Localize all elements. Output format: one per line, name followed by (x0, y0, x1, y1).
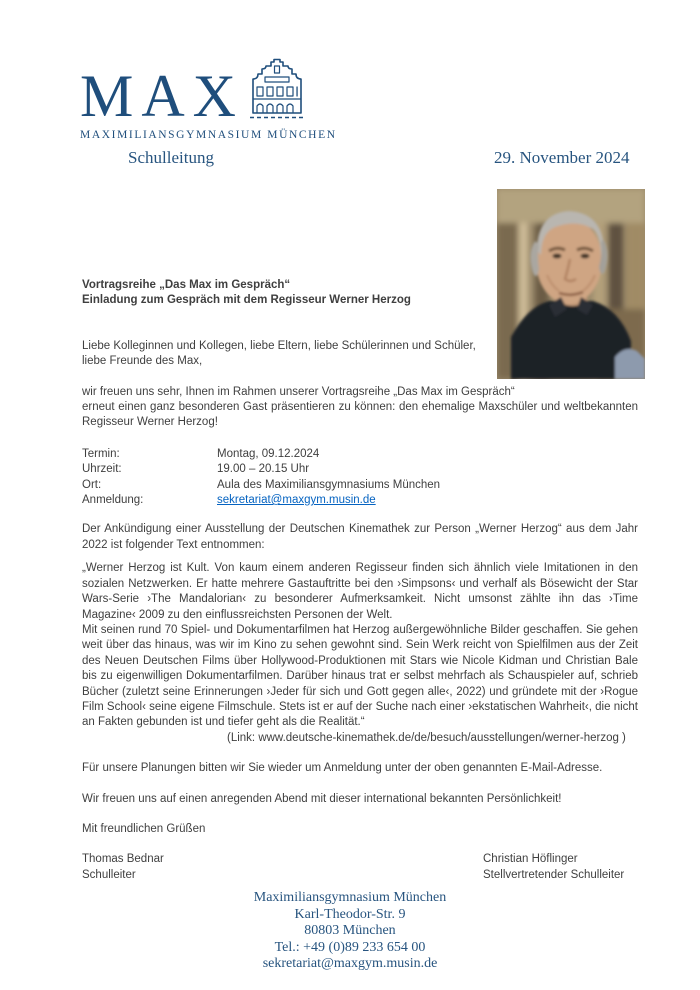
quote-paragraph-2: Mit seinen rund 70 Spiel- und Dokumentarfilmen hat Herzog außergewöhnliche Bilder geschaffen. Sie gehen weit über das hinaus, was wir im Kino zu sehen gewohnt sind. Sein Werk reicht von Spielfilmen aus der Zeit des Neuen Deutschen Films über Hollywood-Produktionen mit Stars wie Nicole Kidman und Christian Bale bis zu eigenwilligen Dokumentarfilmen. Darüber hinaus trat er selbst mehrfach als Schauspieler auf, schrieb Bücher (zuletzt seine Erinnerungen ›Jeder für sich und Gott gegen alle‹, 2022) und gründete mit der ›Rogue Film School‹ seine eigene Filmschule. Stets ist er auf der Suche nach einer ›ekstatischen Wahrheit‹, die nicht an Fakten gebunden ist und tiefer geht als die Realität.“ (82, 623, 638, 729)
signature-block (82, 852, 638, 884)
closing-paragraph-2: Wir freuen uns auf einen anregenden Abend mit dieser international bekannten Persönlichkeit! (82, 792, 562, 805)
signature-right (483, 852, 624, 883)
footer-phone: Tel.: +49 (0)89 233 654 00 (274, 939, 426, 955)
signature-right-name: Christian Höflinger (483, 853, 578, 866)
detail-row-ort (82, 478, 638, 493)
footer-school-name: Maximiliansgymnasium München (253, 890, 447, 905)
quote-block (82, 561, 638, 746)
event-details (82, 447, 638, 509)
salutation (82, 339, 638, 370)
detail-row-uhrzeit (82, 462, 638, 477)
closing-paragraph-1: Für unsere Planungen bitten wir Sie wieder um Anmeldung unter der oben genannten E-Mail-Adresse. (82, 762, 603, 775)
department-label: Schulleitung (128, 148, 214, 167)
subject-block (82, 278, 638, 309)
subject-line-2: Einladung zum Gespräch mit dem Regisseur Werner Herzog (82, 294, 411, 307)
intro-line-1: wir freuen uns sehr, Ihnen im Rahmen unserer Vortragsreihe „Das Max im Gespräch“ (82, 385, 515, 398)
announcement-paragraph: Der Ankündigung einer Ausstellung der Deutschen Kinemathek zur Person „Werner Herzog“ aus dem Jahr 2022 ist folgender Text entnommen: (82, 523, 638, 551)
regards-line: Mit freundlichen Grüßen (82, 822, 206, 835)
signature-left-name: Thomas Bednar (82, 853, 164, 866)
school-logo (80, 58, 337, 141)
detail-row-anmeldung (82, 493, 638, 508)
detail-label: Termin: (82, 447, 120, 460)
detail-value: 19.00 – 20.15 Uhr (217, 463, 310, 476)
footer-email: sekretariat@maxgym.musin.de (262, 956, 438, 971)
detail-value: Montag, 09.12.2024 (217, 447, 320, 460)
salutation-line-2: liebe Freunde des Max, (82, 355, 203, 368)
detail-label: Uhrzeit: (82, 463, 122, 476)
letter-body (82, 278, 638, 884)
quote-paragraph-1: „Werner Herzog ist Kult. Von kaum einem anderen Regisseur finden sich ähnlich viele Imitationen in den sozialen Netzwerken. Er hatte mehrere Gastauftritte bei den ›Simpsons‹ und verhalf als Bösewicht der Star Wars-Serie ›The Mandalorian‹ zu besonderer Aufmerksamkeit. Nicht umsonst zählte ihn das ›Time Magazine‹ 2009 zu den einflussreichsten Personen der Welt. (82, 562, 638, 621)
subject-line-1: Vortragsreihe „Das Max im Gespräch“ (82, 279, 291, 291)
intro-paragraph (82, 385, 638, 431)
letter-date: 29. November 2024 (494, 148, 630, 167)
school-building-icon (248, 58, 306, 125)
letter-footer (20, 890, 680, 973)
kinemathek-link-line: (Link: www.deutsche-kinemathek.de/de/besuch/ausstellungen/werner-herzog ) (227, 731, 626, 744)
footer-street: Karl-Theodor-Str. 9 (294, 906, 406, 922)
salutation-line-1: Liebe Kolleginnen und Kollegen, liebe Eltern, liebe Schülerinnen und Schüler, (82, 339, 476, 352)
registration-email-link[interactable]: sekretariat@maxgym.musin.de (217, 494, 376, 507)
logo-subtitle: MAXIMILIANSGYMNASIUM MÜNCHEN (80, 129, 337, 141)
detail-label: Anmeldung: (82, 494, 144, 507)
detail-row-termin (82, 447, 638, 462)
detail-value: Aula des Maximiliansgymnasiums München (217, 478, 441, 491)
logo-max-text: MAX (80, 63, 245, 129)
signature-right-role: Stellvertretender Schulleiter (483, 868, 625, 881)
signature-left-role: Schulleiter (82, 868, 136, 881)
footer-city: 80803 München (304, 923, 396, 938)
signature-left (82, 852, 164, 883)
detail-label: Ort: (82, 478, 102, 491)
intro-rest: erneut einen ganz besonderen Gast präsentieren zu können: den ehemalige Maxschüler und weltbekannten Regisseur Werner Herzog! (82, 401, 638, 429)
